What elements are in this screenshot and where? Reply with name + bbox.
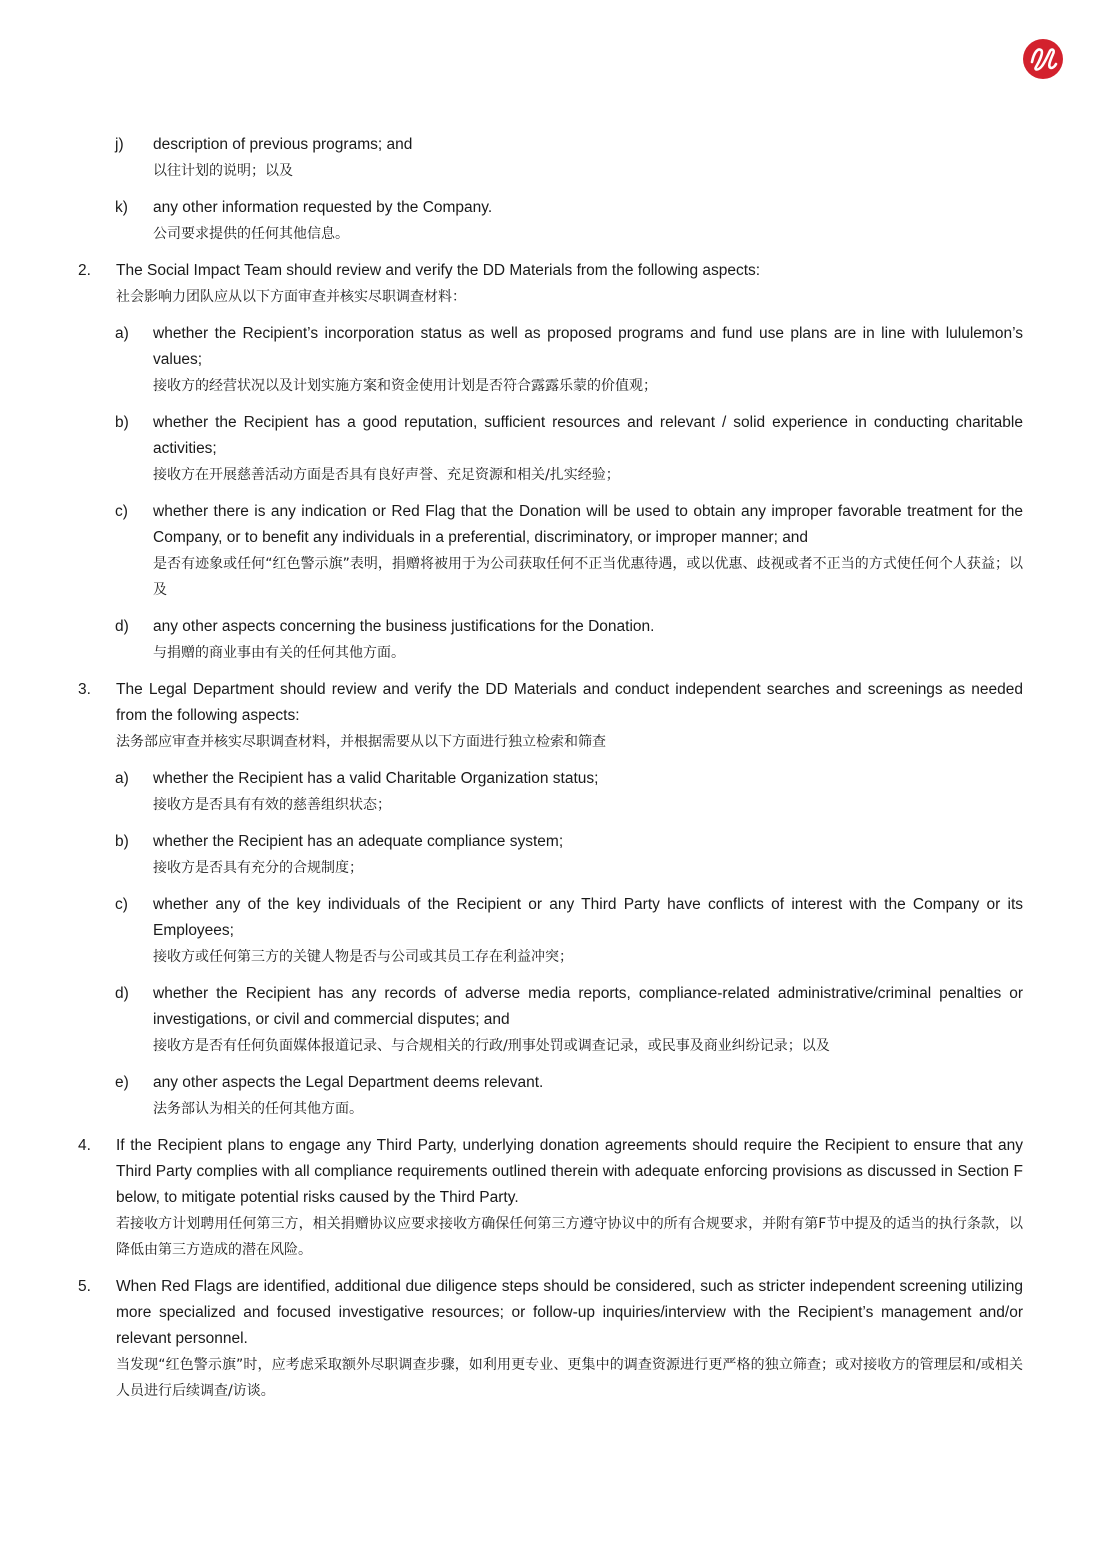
list-item-text-en: whether the Recipient has a valid Charitable Organization status; (153, 770, 599, 787)
lululemon-logo-icon (1022, 38, 1064, 80)
list-marker: e) (115, 1074, 129, 1091)
list-item-2d (0, 614, 1023, 666)
list-item-text-zh: 接收方是否有任何负面媒体报道记录、与合规相关的行政/刑事处罚或调查记录，或民事及商业纠纷记录；以及 (153, 1038, 830, 1054)
list-marker: 5. (78, 1278, 91, 1295)
list-item-text-zh: 公司要求提供的任何其他信息。 (153, 226, 349, 242)
numbered-item-text-zh: 社会影响力团队应从以下方面审查并核实尽职调查材料： (116, 289, 466, 305)
numbered-item-text-zh: 法务部应审查并核实尽职调查材料，并根据需要从以下方面进行独立检索和筛查 (116, 734, 606, 750)
list-item-text-en: whether there is any indication or Red Flag that the Donation will be used to obtain any improper favorable treatment for the Company, or to benefit any individuals in a preferential, discriminatory, or improper manner; and (153, 503, 1023, 546)
list-item-text-zh: 是否有迹象或任何“红色警示旗”表明，捐赠将被用于为公司获取任何不正当优惠待遇，或以优惠、歧视或者不正当的方式使任何个人获益；以及 (153, 556, 1023, 598)
numbered-item-2 (0, 258, 1023, 310)
list-item-text-en: whether the Recipient has a good reputation, sufficient resources and relevant / solid experience in conducting charitable activities; (153, 414, 1023, 457)
list-item-text-en: any other aspects concerning the business justifications for the Donation. (153, 618, 655, 635)
numbered-item-5 (0, 1274, 1023, 1404)
list-marker: c) (115, 896, 128, 913)
numbered-item-3 (0, 677, 1023, 755)
list-item-3c (0, 892, 1023, 970)
numbered-item-text-zh: 若接收方计划聘用任何第三方，相关捐赠协议应要求接收方确保任何第三方遵守协议中的所有合规要求，并附有第F节中提及的适当的执行条款，以降低由第三方造成的潜在风险。 (116, 1216, 1023, 1258)
list-marker: d) (115, 985, 129, 1002)
list-item-text-en: whether any of the key individuals of the Recipient or any Third Party have conflicts of interest with the Company or its Employees; (153, 896, 1023, 939)
list-marker: a) (115, 770, 129, 787)
list-item-text-en: any other aspects the Legal Department deems relevant. (153, 1074, 544, 1091)
list-item-2a (0, 321, 1023, 399)
list-item-text-zh: 接收方是否具有充分的合规制度； (153, 860, 363, 876)
list-item-2b (0, 410, 1023, 488)
list-item-3b (0, 829, 1023, 881)
numbered-item-text-en: The Social Impact Team should review and verify the DD Materials from the following aspects: (116, 262, 761, 279)
list-item-text-zh: 接收方在开展慈善活动方面是否具有良好声誉、充足资源和相关/扎实经验； (153, 467, 620, 483)
list-marker: a) (115, 325, 129, 342)
list-item-text-zh: 与捐赠的商业事由有关的任何其他方面。 (153, 645, 405, 661)
list-item-3a (0, 766, 1023, 818)
numbered-item-text-en: The Legal Department should review and verify the DD Materials and conduct independent searches and screenings as needed from the following aspects: (116, 681, 1023, 724)
list-marker: b) (115, 833, 129, 850)
numbered-item-text-zh: 当发现“红色警示旗”时，应考虑采取额外尽职调查步骤，如利用更专业、更集中的调查资源进行更严格的独立筛查；或对接收方的管理层和/或相关人员进行后续调查/访谈。 (116, 1357, 1023, 1399)
numbered-item-text-en: When Red Flags are identified, additional due diligence steps should be considered, such as stricter independent screening utilizing more specialized and focused investigative resources; or follow-up inquiries/interview with the Recipient’s management and/or relevant personnel. (116, 1278, 1023, 1347)
list-marker: 3. (78, 681, 91, 698)
numbered-item-4 (0, 1133, 1023, 1263)
document-body (0, 132, 1102, 1415)
list-item-3d (0, 981, 1023, 1059)
list-item-text-en: whether the Recipient has any records of adverse media reports, compliance-related administrative/criminal penalties or investigations, or civil and commercial disputes; and (153, 985, 1023, 1028)
list-marker: b) (115, 414, 129, 431)
list-item-3e (0, 1070, 1023, 1122)
list-marker: 4. (78, 1137, 91, 1154)
list-item-text-en: whether the Recipient has an adequate compliance system; (153, 833, 564, 850)
list-item-k (0, 195, 1023, 247)
list-item-text-zh: 接收方是否具有有效的慈善组织状态； (153, 797, 391, 813)
list-item-text-en: description of previous programs; and (153, 136, 413, 153)
list-item-text-en: whether the Recipient’s incorporation status as well as proposed programs and fund use plans are in line with lululemon’s values; (153, 325, 1023, 368)
list-marker: c) (115, 503, 128, 520)
list-item-text-en: any other information requested by the Company. (153, 199, 493, 216)
list-marker: j) (115, 136, 124, 153)
list-item-text-zh: 接收方或任何第三方的关键人物是否与公司或其员工存在利益冲突； (153, 949, 573, 965)
list-marker: 2. (78, 262, 91, 279)
list-item-text-zh: 法务部认为相关的任何其他方面。 (153, 1101, 363, 1117)
list-marker: k) (115, 199, 128, 216)
numbered-item-text-en: If the Recipient plans to engage any Third Party, underlying donation agreements should require the Recipient to ensure that any Third Party complies with all compliance requirements outlined therein with adequate enforcing provisions as discussed in Section F below, to mitigate potential risks caused by the Third Party. (116, 1137, 1023, 1206)
list-item-text-zh: 接收方的经营状况以及计划实施方案和资金使用计划是否符合露露乐蒙的价值观； (153, 378, 657, 394)
list-item-2c (0, 499, 1023, 603)
list-marker: d) (115, 618, 129, 635)
list-item-j (0, 132, 1023, 184)
list-item-text-zh: 以往计划的说明；以及 (153, 163, 293, 179)
